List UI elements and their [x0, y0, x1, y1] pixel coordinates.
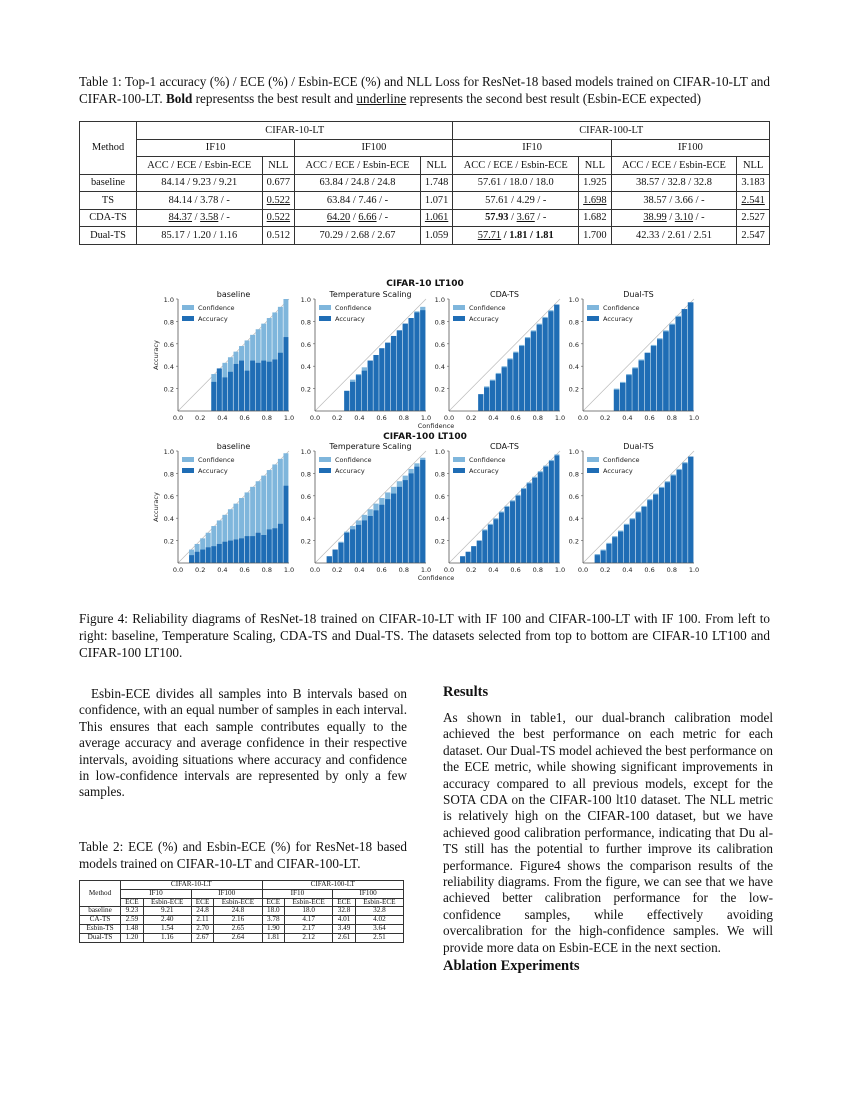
- x-tick-label: 0.4: [622, 414, 633, 422]
- accuracy-bar: [408, 473, 413, 563]
- y-tick-label: 0.6: [568, 340, 579, 349]
- x-tick-label: 1.0: [283, 414, 295, 422]
- accuracy-bar: [245, 536, 250, 563]
- legend-confidence-label: Confidence: [603, 304, 640, 312]
- accuracy-bar: [379, 505, 384, 563]
- accuracy-bar: [420, 460, 425, 563]
- accuracy-bar: [228, 372, 233, 411]
- accuracy-bar: [490, 381, 495, 411]
- table-row: Esbin-TS 1.48 1.54 2.70 2.65 1.90 2.17 3.49 3.64: [80, 924, 404, 933]
- legend-confidence-swatch: [182, 457, 194, 462]
- legend-confidence-label: Confidence: [198, 304, 235, 312]
- accuracy-bar: [397, 487, 402, 563]
- accuracy-bar: [234, 539, 239, 563]
- accuracy-bar: [278, 524, 283, 563]
- table1-dataset-b: CIFAR-100-LT: [453, 122, 770, 140]
- legend-confidence-label: Confidence: [335, 304, 372, 312]
- y-tick-label: 1.0: [163, 448, 174, 456]
- accuracy-bar: [669, 325, 675, 411]
- x-tick-label: 1.0: [688, 414, 700, 422]
- accuracy-bar: [385, 499, 390, 563]
- accuracy-bar: [408, 318, 413, 411]
- table1-nll-header: NLL: [737, 157, 770, 175]
- x-tick-label: 1.0: [420, 414, 432, 422]
- legend-accuracy-label: Accuracy: [603, 467, 633, 475]
- accuracy-bar: [484, 387, 489, 411]
- x-tick-label: 0.4: [354, 414, 365, 422]
- accuracy-bar: [420, 310, 425, 411]
- legend-confidence-label: Confidence: [198, 456, 235, 464]
- accuracy-bar: [525, 338, 530, 411]
- x-tick-label: 0.8: [398, 566, 409, 574]
- accuracy-bar: [344, 533, 349, 563]
- y-tick-label: 0.8: [568, 470, 579, 479]
- y-tick-label: 0.6: [568, 492, 579, 501]
- x-tick-label: 0.6: [239, 414, 250, 422]
- y-tick-label: 0.6: [434, 492, 445, 501]
- y-tick-label: 0.4: [568, 515, 579, 524]
- table1-metric-header: ACC / ECE / Esbin-ECE: [453, 157, 579, 175]
- x-tick-label: 1.0: [420, 566, 432, 574]
- panel-title: CDA-TS: [489, 290, 520, 299]
- table1: [79, 121, 770, 245]
- accuracy-bar: [362, 520, 367, 563]
- accuracy-bar: [397, 330, 402, 411]
- x-tick-label: 0.0: [443, 414, 455, 422]
- x-tick-label: 0.8: [532, 414, 543, 422]
- legend-confidence-swatch: [319, 457, 331, 462]
- accuracy-bar: [671, 476, 676, 563]
- y-tick-label: 1.0: [568, 296, 579, 304]
- x-tick-label: 0.6: [510, 414, 521, 422]
- y-tick-label: 0.2: [434, 385, 445, 394]
- row2-title: CIFAR-100 LT100: [383, 432, 467, 442]
- accuracy-bar: [283, 337, 288, 411]
- x-tick-label: 0.8: [666, 414, 677, 422]
- ablation-heading: Ablation Experiments: [443, 958, 580, 974]
- results-paragraph: As shown in table1, our dual-branch calibration model achieved the best performance on each metric for each dataset. Our Dual-TS model achieved the best performance on the ECE metric, while showing significant improvements in accuracy compared to all previous models, except for the SOTA CDA on the CIFAR-100 lt10 dataset. The NLL metric is relatively high on the CIFAR-100 dataset, but we have achieved good calibration performance, indicating that Du al-TS still has the potential to further improve its calibration performance. Figure4 shows the comparison results of the reliability diagrams. From the figure, we can see that we have achieved better calibration performance for the low-confidence samples, while effectively avoiding overcalibration for the high-confidence samples. We will provide more data on Esbin-ECE in the next section.: [443, 710, 773, 955]
- legend-confidence-swatch: [319, 305, 331, 310]
- accuracy-bar: [333, 550, 338, 563]
- accuracy-bar: [645, 353, 651, 411]
- accuracy-bar: [676, 470, 681, 563]
- x-tick-label: 0.4: [488, 414, 499, 422]
- x-tick-label: 0.0: [172, 566, 184, 574]
- accuracy-bar: [278, 353, 283, 411]
- y-tick-label: 1.0: [300, 296, 311, 304]
- y-tick-label: 0.6: [163, 340, 174, 349]
- x-tick-label: 0.4: [217, 414, 228, 422]
- accuracy-bar: [391, 336, 396, 411]
- accuracy-bar: [267, 529, 272, 563]
- accuracy-bar: [368, 361, 373, 411]
- legend-accuracy-swatch: [453, 468, 465, 473]
- accuracy-bar: [682, 463, 687, 563]
- x-tick-label: 0.2: [332, 414, 343, 422]
- accuracy-bar: [206, 547, 211, 563]
- legend-accuracy-swatch: [182, 316, 194, 321]
- y-axis-label: Accuracy: [152, 492, 160, 522]
- x-tick-label: 0.2: [466, 566, 477, 574]
- y-tick-label: 0.4: [568, 363, 579, 372]
- panel-title: CDA-TS: [489, 442, 520, 451]
- legend-confidence-label: Confidence: [469, 456, 506, 464]
- panel-title: Temperature Scaling: [329, 442, 412, 451]
- accuracy-bar: [502, 367, 507, 411]
- accuracy-bar: [499, 513, 504, 563]
- accuracy-bar: [601, 551, 606, 563]
- x-tick-label: 0.2: [600, 414, 611, 422]
- accuracy-bar: [222, 542, 227, 563]
- table1-metric-header: ACC / ECE / Esbin-ECE: [611, 157, 737, 175]
- accuracy-bar: [200, 550, 205, 563]
- panel-title: baseline: [216, 290, 251, 299]
- x-tick-label: 0.6: [644, 566, 655, 574]
- results-heading: Results: [443, 684, 489, 700]
- accuracy-bar: [493, 519, 498, 563]
- legend-accuracy-swatch: [587, 316, 599, 321]
- table1-if10-a: IF10: [137, 139, 295, 157]
- x-tick-label: 0.6: [376, 566, 387, 574]
- y-axis-label: Accuracy: [152, 340, 160, 370]
- x-tick-label: 0.6: [239, 566, 250, 574]
- accuracy-bar: [385, 343, 390, 411]
- y-tick-label: 0.6: [434, 340, 445, 349]
- legend-accuracy-swatch: [182, 468, 194, 473]
- accuracy-bar: [521, 489, 526, 563]
- x-tick-label: 0.4: [217, 566, 228, 574]
- y-tick-label: 1.0: [434, 296, 445, 304]
- legend-confidence-label: Confidence: [603, 456, 640, 464]
- accuracy-bar: [338, 543, 343, 563]
- accuracy-bar: [618, 532, 623, 563]
- accuracy-bar: [639, 361, 645, 411]
- accuracy-bar: [647, 500, 652, 563]
- legend-confidence-label: Confidence: [335, 456, 372, 464]
- x-tick-label: 0.6: [376, 414, 387, 422]
- y-tick-label: 0.2: [568, 385, 579, 394]
- y-tick-label: 0.6: [300, 492, 311, 501]
- accuracy-bar: [688, 457, 693, 563]
- accuracy-bar: [612, 537, 617, 563]
- accuracy-bar: [217, 368, 222, 411]
- accuracy-bar: [478, 394, 483, 411]
- x-tick-label: 0.2: [332, 566, 343, 574]
- legend-accuracy-label: Accuracy: [469, 315, 499, 323]
- y-tick-label: 0.2: [568, 537, 579, 546]
- x-tick-label: 1.0: [283, 566, 295, 574]
- y-tick-label: 0.2: [300, 537, 311, 546]
- table1-nll-header: NLL: [262, 157, 295, 175]
- x-tick-label: 0.6: [644, 414, 655, 422]
- accuracy-bar: [651, 346, 657, 411]
- accuracy-bar: [477, 541, 482, 563]
- legend-accuracy-label: Accuracy: [335, 467, 365, 475]
- accuracy-bar: [653, 495, 658, 563]
- accuracy-bar: [549, 461, 554, 563]
- x-tick-label: 0.4: [354, 566, 365, 574]
- legend-confidence-swatch: [453, 457, 465, 462]
- x-axis-label: Confidence: [417, 574, 455, 582]
- x-tick-label: 0.8: [666, 566, 677, 574]
- y-tick-label: 1.0: [300, 448, 311, 456]
- legend-accuracy-label: Accuracy: [469, 467, 499, 475]
- legend-accuracy-label: Accuracy: [198, 467, 228, 475]
- figure4-reliability-diagrams: [0, 270, 850, 590]
- y-tick-label: 1.0: [568, 448, 579, 456]
- accuracy-bar: [505, 507, 510, 563]
- y-tick-label: 0.8: [568, 318, 579, 327]
- legend-accuracy-swatch: [587, 468, 599, 473]
- accuracy-bar: [595, 555, 600, 563]
- x-tick-label: 0.0: [309, 566, 321, 574]
- table1-nll-header: NLL: [420, 157, 453, 175]
- row1-title: CIFAR-10 LT100: [386, 279, 464, 289]
- table1-metric-header: ACC / ECE / Esbin-ECE: [295, 157, 421, 175]
- y-tick-label: 0.2: [163, 537, 174, 546]
- accuracy-bar: [532, 478, 537, 563]
- legend-accuracy-swatch: [319, 316, 331, 321]
- accuracy-bar: [379, 348, 384, 411]
- table1-caption: Table 1: Top-1 accuracy (%) / ECE (%) / Esbin-ECE (%) and NLL Loss for ResNet-18 based models trained on CIFAR-10-LT and CIFAR-100-LT. Bold representss the best result and underline represents the second best result (Esbin-ECE expected): [79, 74, 770, 106]
- y-tick-label: 1.0: [163, 296, 174, 304]
- table-row: TS 84.14 / 3.78 / - 0.522 63.84 / 7.46 / - 1.071 57.61 / 4.29 / - 1.698 38.57 / 3.66 / - 2.541: [80, 192, 770, 210]
- accuracy-bar: [682, 309, 688, 411]
- accuracy-bar: [414, 467, 419, 563]
- y-tick-label: 0.8: [163, 318, 174, 327]
- x-tick-label: 0.8: [261, 414, 272, 422]
- table-row: Dual-TS 1.20 1.16 2.67 2.64 1.81 2.12 2.61 2.51: [80, 933, 404, 942]
- accuracy-bar: [228, 541, 233, 563]
- accuracy-bar: [234, 364, 239, 411]
- accuracy-bar: [239, 361, 244, 411]
- panel-title: baseline: [216, 442, 251, 451]
- y-tick-label: 0.4: [300, 515, 311, 524]
- table-row: Dual-TS 85.17 / 1.20 / 1.16 0.512 70.29 / 2.68 / 2.67 1.059 57.71 / 1.81 / 1.81 1.700 42.33 / 2.61 / 2.51 2.547: [80, 227, 770, 245]
- accuracy-bar: [519, 346, 524, 411]
- table1-if100-a: IF100: [295, 139, 453, 157]
- accuracy-bar: [630, 519, 635, 563]
- legend-accuracy-label: Accuracy: [198, 315, 228, 323]
- table-row: CDA-TS 84.37 / 3.58 / - 0.522 64.20 / 6.66 / - 1.061 57.93 / 3.67 / - 1.682 38.99 / 3.10 / - 2.527: [80, 209, 770, 227]
- accuracy-bar: [531, 331, 536, 411]
- y-tick-label: 0.6: [300, 340, 311, 349]
- legend-confidence-swatch: [182, 305, 194, 310]
- table1-if10-b: IF10: [453, 139, 611, 157]
- accuracy-bar: [373, 510, 378, 563]
- accuracy-bar: [211, 382, 216, 411]
- accuracy-bar: [414, 312, 419, 411]
- accuracy-bar: [538, 472, 543, 563]
- accuracy-bar: [510, 501, 515, 563]
- x-tick-label: 0.2: [600, 566, 611, 574]
- legend-accuracy-label: Accuracy: [603, 315, 633, 323]
- accuracy-bar: [283, 486, 288, 563]
- table-row: baseline 84.14 / 9.23 / 9.21 0.677 63.84 / 24.8 / 24.8 1.748 57.61 / 18.0 / 18.0 1.925 38.57 / 32.8 / 32.8 3.183: [80, 174, 770, 192]
- y-tick-label: 0.2: [434, 537, 445, 546]
- x-tick-label: 1.0: [554, 566, 566, 574]
- accuracy-bar: [256, 363, 261, 411]
- accuracy-bar: [626, 375, 632, 411]
- table1-dataset-a: CIFAR-10-LT: [137, 122, 453, 140]
- table-row: CA-TS 2.59 2.40 2.11 2.16 3.78 4.17 4.01 4.02: [80, 916, 404, 925]
- accuracy-bar: [516, 496, 521, 563]
- accuracy-bar: [665, 482, 670, 563]
- accuracy-bar: [217, 544, 222, 563]
- y-tick-label: 0.2: [300, 385, 311, 394]
- table2-caption: Table 2: ECE (%) and Esbin-ECE (%) for ResNet-18 based models trained on CIFAR-10-LT and CIFAR-100-LT.: [79, 839, 407, 871]
- accuracy-bar: [350, 382, 355, 411]
- legend-confidence-swatch: [587, 305, 599, 310]
- panel-title: Temperature Scaling: [329, 290, 412, 299]
- y-tick-label: 0.4: [300, 363, 311, 372]
- accuracy-bar: [554, 455, 559, 563]
- accuracy-bar: [659, 488, 664, 563]
- esbin-paragraph: Esbin-ECE divides all samples into B intervals based on confidence, with an equal number of samples in each interval. This ensures that each sample contributes equally to the average accuracy and average confidence in their respective intervals, avoiding situations where accuracy and confidence in low-confidence intervals are represented by only a few samples.: [79, 686, 407, 800]
- y-tick-label: 0.2: [163, 385, 174, 394]
- x-tick-label: 0.8: [532, 566, 543, 574]
- x-tick-label: 1.0: [554, 414, 566, 422]
- x-tick-label: 0.0: [443, 566, 455, 574]
- accuracy-bar: [373, 355, 378, 411]
- accuracy-bar: [624, 525, 629, 563]
- y-tick-label: 0.8: [300, 470, 311, 479]
- accuracy-bar: [261, 535, 266, 563]
- accuracy-bar: [554, 305, 559, 411]
- y-tick-label: 0.8: [163, 470, 174, 479]
- y-tick-label: 0.6: [163, 492, 174, 501]
- accuracy-bar: [403, 480, 408, 563]
- table1-if100-b: IF100: [611, 139, 769, 157]
- accuracy-bar: [356, 525, 361, 563]
- x-tick-label: 0.0: [309, 414, 321, 422]
- accuracy-bar: [471, 546, 476, 563]
- accuracy-bar: [466, 552, 471, 563]
- table-row: baseline 9.23 9.21 24.8 24.8 18.0 18.0 32.8 32.8: [80, 907, 404, 916]
- y-tick-label: 0.4: [163, 363, 174, 372]
- accuracy-bar: [632, 368, 638, 411]
- x-tick-label: 0.0: [577, 566, 589, 574]
- legend-confidence-swatch: [453, 305, 465, 310]
- accuracy-bar: [676, 317, 682, 411]
- figure4-caption: Figure 4: Reliability diagrams of ResNet-18 trained on CIFAR-10-LT with IF 100 and CIFAR-100-LT with IF 100. From left to right: baseline, Temperature Scaling, CDA-TS and Dual-TS. The datasets selected from top to bottom are CIFAR-10 LT100 and CIFAR-100 LT100.: [79, 611, 770, 660]
- x-tick-label: 0.2: [466, 414, 477, 422]
- accuracy-bar: [488, 525, 493, 563]
- accuracy-bar: [543, 467, 548, 563]
- accuracy-bar: [496, 374, 501, 411]
- accuracy-bar: [211, 546, 216, 563]
- accuracy-bar: [391, 494, 396, 563]
- accuracy-bar: [548, 311, 553, 411]
- y-tick-label: 0.4: [163, 515, 174, 524]
- accuracy-bar: [350, 529, 355, 563]
- accuracy-bar: [250, 536, 255, 563]
- x-tick-label: 1.0: [688, 566, 700, 574]
- accuracy-bar: [614, 390, 620, 411]
- accuracy-bar: [657, 339, 663, 411]
- accuracy-bar: [272, 528, 277, 563]
- accuracy-bar: [267, 362, 272, 411]
- x-tick-label: 0.0: [577, 414, 589, 422]
- x-tick-label: 0.0: [172, 414, 184, 422]
- accuracy-bar: [537, 325, 542, 411]
- y-tick-label: 0.8: [300, 318, 311, 327]
- accuracy-bar: [460, 556, 465, 563]
- legend-confidence-swatch: [587, 457, 599, 462]
- x-tick-label: 0.4: [622, 566, 633, 574]
- accuracy-bar: [527, 483, 532, 563]
- accuracy-bar: [688, 302, 694, 411]
- accuracy-bar: [256, 533, 261, 563]
- table1-method-header: Method: [80, 122, 137, 175]
- table2: Method CIFAR-10-LT CIFAR-100-LT IF10 IF100 IF10 IF100 ECE Esbin-ECE ECE Esbin-ECE ECE Esbin-ECE ECE Esbin-ECE baseline 9.23 9.21 24.8 24.8 18.0 18.0 32.8 32.8 CA-TS 2.59 2.40 2.11 2.16 3.78 4.17 4.01 4.02 Esbin-TS 1.48 1.54 2.70 2.65 1.90 2.17 3.49 3.64 Dual-TS 1.20 1.16 2.67 2.64 1.81 2.12 2.61 2.51: [79, 880, 404, 943]
- x-tick-label: 0.6: [510, 566, 521, 574]
- panel-title: Dual-TS: [623, 290, 654, 299]
- accuracy-bar: [542, 318, 547, 411]
- y-tick-label: 1.0: [434, 448, 445, 456]
- accuracy-bar: [663, 331, 669, 411]
- accuracy-bar: [344, 391, 349, 411]
- table1-metric-header: ACC / ECE / Esbin-ECE: [137, 157, 263, 175]
- accuracy-bar: [641, 507, 646, 563]
- x-tick-label: 0.4: [488, 566, 499, 574]
- accuracy-bar: [507, 359, 512, 411]
- accuracy-bar: [620, 383, 626, 411]
- accuracy-bar: [189, 555, 194, 563]
- accuracy-bar: [513, 353, 518, 411]
- accuracy-bar: [403, 324, 408, 411]
- accuracy-bar: [250, 361, 255, 411]
- accuracy-bar: [222, 377, 227, 411]
- accuracy-bar: [356, 375, 361, 411]
- y-tick-label: 0.4: [434, 363, 445, 372]
- accuracy-bar: [368, 516, 373, 563]
- legend-accuracy-swatch: [453, 316, 465, 321]
- accuracy-bar: [245, 371, 250, 411]
- y-tick-label: 0.8: [434, 470, 445, 479]
- x-tick-label: 0.2: [195, 414, 206, 422]
- legend-confidence-label: Confidence: [469, 304, 506, 312]
- x-tick-label: 0.2: [195, 566, 206, 574]
- panel-title: Dual-TS: [623, 442, 654, 451]
- x-tick-label: 0.8: [398, 414, 409, 422]
- legend-accuracy-swatch: [319, 468, 331, 473]
- y-tick-label: 0.4: [434, 515, 445, 524]
- accuracy-bar: [272, 359, 277, 411]
- accuracy-bar: [261, 361, 266, 411]
- accuracy-bar: [195, 552, 200, 563]
- legend-accuracy-label: Accuracy: [335, 315, 365, 323]
- x-axis-label: Confidence: [417, 422, 455, 430]
- accuracy-bar: [482, 531, 487, 563]
- accuracy-bar: [636, 513, 641, 563]
- x-tick-label: 0.8: [261, 566, 272, 574]
- accuracy-bar: [327, 556, 332, 563]
- accuracy-bar: [239, 538, 244, 563]
- accuracy-bar: [606, 544, 611, 563]
- table1-nll-header: NLL: [578, 157, 611, 175]
- y-tick-label: 0.8: [434, 318, 445, 327]
- accuracy-bar: [362, 371, 367, 411]
